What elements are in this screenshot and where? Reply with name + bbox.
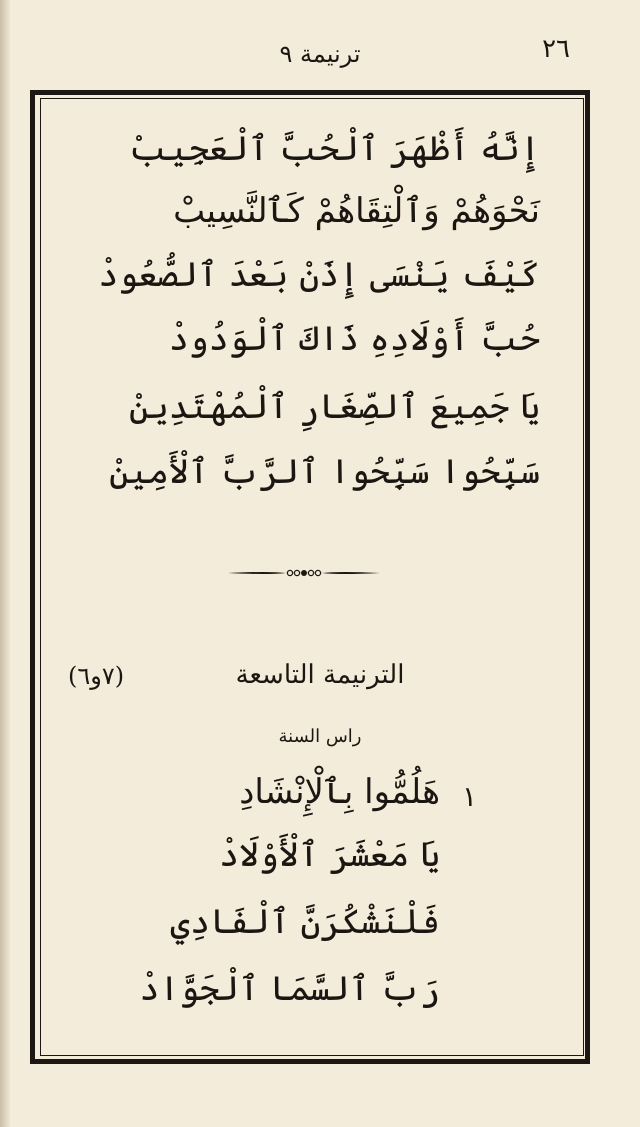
page-number: ٢٦ (542, 34, 570, 64)
hymn-line-3: فَلْنَشْكُرَنَّ ٱلْفَادِي (170, 902, 440, 942)
hymn-line-4: رَبَّ ٱلسَّمَا ٱلْجَوَّادْ (139, 969, 440, 1009)
running-head: ترنيمة ٩ (279, 40, 361, 68)
hymn-title: الترنيمة التاسعة (235, 660, 405, 690)
hymn-reference: (٧و٦) (68, 662, 125, 690)
verse-line-3: كَيْفَ يَنْسَى إِذَنْ بَعْدَ ٱلصُّعُودْ (98, 255, 540, 295)
verse-line-6: سَبِّحُوا سَبِّحُوا ٱلرَّبَّ ٱلْأَمِينْ (109, 452, 540, 492)
verse-line-4: حُبَّ أَوْلَادِهِ ذَاكَ ٱلْوَدُودْ (168, 319, 540, 359)
hymn-line-2: يَا مَعْشَرَ ٱلْأَوْلَادْ (219, 835, 440, 875)
verse-line-2: نَحْوَهُمْ وَٱلْتِقَاهُمْ كَٱلنَّسِيبْ (173, 191, 540, 231)
hymn-subtitle: راس السنة (278, 726, 362, 747)
section-divider-ornament (228, 565, 380, 581)
verse-line-1: إِنَّهُ أَظْهَرَ ٱلْحُبَّ ٱلْعَجِيبْ (129, 129, 540, 169)
verse-line-5: يَا جَمِيعَ ٱلصِّغَارِ ٱلْمُهْتَدِينْ (129, 387, 540, 427)
page-gutter-shadow (0, 0, 10, 1127)
hymn-line-1: هَلُمُّوا بِٱلْإِنْشَادِ (239, 772, 440, 812)
stanza-number: ١ (462, 780, 478, 813)
